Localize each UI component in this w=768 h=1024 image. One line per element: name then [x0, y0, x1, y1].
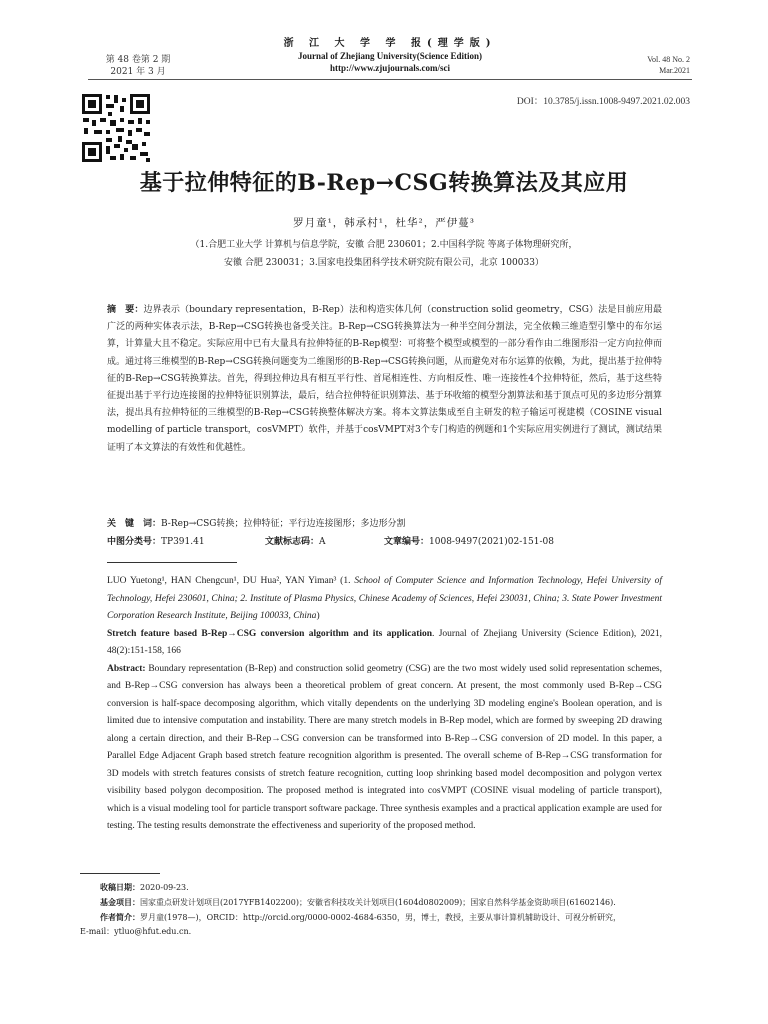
volume-issue-en: Vol. 48 No. 2: [647, 55, 690, 64]
author-bio-label: 作者简介：: [100, 912, 140, 922]
english-abstract: [107, 661, 662, 836]
keywords-cn: [107, 516, 662, 529]
footnote-divider: [80, 873, 160, 874]
english-front-matter: [107, 573, 662, 836]
journal-name-cn: 浙 江 大 学 学 报(理学版): [283, 38, 497, 49]
journal-volume-en: [600, 54, 690, 76]
section-divider: [107, 562, 237, 563]
doc-code-value: A: [319, 537, 326, 547]
keywords-text: B-Rep→CSG转换；拉伸特征；平行边连接图形；多边形分割: [161, 519, 406, 529]
article-number: [384, 534, 554, 547]
author-email[interactable]: E-mail：ytluo@hfut.edu.cn.: [80, 927, 192, 936]
abstract-cn-text: 边界表示（boundary representation，B-Rep）法和构造实体几何（construction solid geometry，CSG）法是目前应用最广泛的两种实体表示法，B-Rep→CSG转换也备受关注。B-Rep→CSG转换算法为一种半空间分割法，完全依赖三维造型引擎中的布尔运算，计算量大且不稳定。实际应用中已有大量具有拉伸特征的B-Rep模型：可将整个模型或模型的一部分看作由二维图形沿一定方向拉伸而成。通过将三维模型的B-Rep→CSG转换问题变为二维图形的B-Rep→CSG转换问题，从而避免对布尔运算的依赖，为此，提出基于拉伸特征的B-Rep→CSG转换算法。首先，得到拉伸边具有相互平行性、首尾相连性、方向相反性、唯一连接性4个拉伸特征，然后，基于这些特征提出基于平行边连接图的拉伸特征识别算法，最后，结合拉伸特征识别算法、基于环收缩的模型分割算法和基于顶点可见的多边形分割算法，提出具有拉伸特征的三维模型的B-Rep→CSG转换整体解决方案。将本文算法集成至自主研发的粒子输运可视建模（COSINE visual modelling of particle transport，cosVMPT）软件，并基于cosVMPT对3个专门构造的例题和1个实际应用实例进行了测试，测试结果证明了本文算法的有效性和优越性。: [107, 305, 662, 453]
author-list: 罗月童¹，韩承村¹，杜华²，严伊蔓³: [293, 217, 475, 229]
english-title-citation: [107, 626, 662, 661]
english-title: Stretch feature based B-Rep→CSG conversion algorithm and its application: [107, 628, 433, 639]
english-authors: LUO Yuetong¹, HAN Chengcun¹, DU Hua², YAN Yiman³ (1.: [107, 576, 351, 586]
header-divider: [88, 79, 692, 80]
abstract-cn-label: 摘 要：: [107, 305, 144, 315]
doc-code: [265, 534, 326, 547]
english-abstract-text: Boundary representation (B-Rep) and construction solid geometry (CSG) are the two most widely used solid representation schemes, and B-Rep→CSG conversion has always been a theoretical problem of great concern. At present, the most commonly used B-Rep→CSG conversion is half-space decomposing algorithm, which vitally dependents on the underlying 3D modeling engine's Boolean operation, and is limited due to intensive computation and instability. There are many stretch models in B-Rep model, which are formed by sweeping 2D drawing along a certain direction, and their B-Rep→CSG conversion can be transformed into B-Rep→CSG conversion of 2D model. In this paper, a Parallel Edge Adjacent Graph based stretch feature recognition algorithm is presented. The overall scheme of B-Rep→CSG transformation for 3D models with stretch features consists of stretch feature recognition, cutting loop shrinking based model decomposition and polygon vertex visibility based polygon decomposition. The proposed method is integrated into cosVMPT (COSINE visual modeling of particle transport), which is a visual modeling tool for particle transport software package. Three synthesis examples and a practical application example are used for testing. The testing results demonstrate the effectiveness and superiority of the proposed method.: [107, 663, 662, 831]
funding-label: 基金项目：: [100, 897, 140, 907]
journal-volume-cn: [88, 54, 188, 78]
article-number-value: 1008-9497(2021)02-151-08: [429, 537, 554, 547]
english-abstract-label: Abstract:: [107, 663, 146, 674]
affiliations: [80, 236, 688, 272]
paper-title: 基于拉伸特征的B-Rep→CSG转换算法及其应用: [139, 170, 629, 196]
footnotes: [80, 880, 695, 939]
volume-issue-cn: 第 48 卷第 2 期: [105, 55, 171, 65]
affiliation-line-1: （1.合肥工业大学 计算机与信息学院，安徽 合肥 230601；2.中国科学院 等离子体物理研究所，: [190, 240, 578, 250]
journal-url[interactable]: http://www.zjujournals.com/sci: [330, 63, 450, 73]
clc-number: [107, 534, 205, 547]
clc-value: TP391.41: [161, 537, 205, 547]
journal-name-en: Journal of Zhejiang University(Science Edition): [298, 51, 482, 61]
funding: [80, 895, 695, 910]
received-label: 收稿日期：: [100, 882, 140, 892]
affiliation-line-2: 安徽 合肥 230031；3.国家电投集团科学技术研究院有限公司，北京 100033）: [224, 258, 544, 268]
keywords-label: 关 键 词：: [107, 519, 162, 529]
date-en: Mar.2021: [659, 66, 690, 75]
qr-code-icon: [80, 92, 152, 164]
date-cn: 2021 年 3 月: [110, 67, 166, 77]
author-bio: [80, 910, 695, 925]
article-number-label: 文章编号：: [384, 537, 430, 547]
citation-text: . Journal of Zhejiang University (Science Edition), 2021, 48(2):151-158, 166: [107, 628, 662, 656]
english-citation: [107, 573, 662, 626]
doc-code-label: 文献标志码：: [265, 537, 320, 547]
english-affiliations: School of Computer Science and Information Technology, Hefei University of Technology, Hefei 230601, China; 2. Institute of Plasma Physics, Chinese Academy of Sciences, Hefei 230031, China; 3. State Power Investment Corporation Research Institute, Beijing 100033, China: [107, 576, 663, 621]
received-date: [80, 880, 695, 895]
author-bio-value: 罗月童(1978—)，ORCID：http://orcid.org/0000-0002-4684-6350，男，博士，教授，主要从事计算机辅助设计、可视分析研究，: [140, 913, 622, 922]
journal-masthead: [230, 38, 550, 74]
clc-label: 中图分类号：: [107, 537, 162, 547]
received-value: 2020-09-23.: [140, 883, 189, 892]
abstract-cn: [107, 302, 662, 457]
english-affil-close: ): [316, 611, 320, 621]
funding-value: 国家重点研发计划项目(2017YFB1402200)；安徽省科技攻关计划项目(1604d0802009)；国家自然科学基金资助项目(61602146).: [140, 898, 616, 907]
doi-link[interactable]: DOI：10.3785/j.issn.1008-9497.2021.02.003: [516, 97, 690, 107]
